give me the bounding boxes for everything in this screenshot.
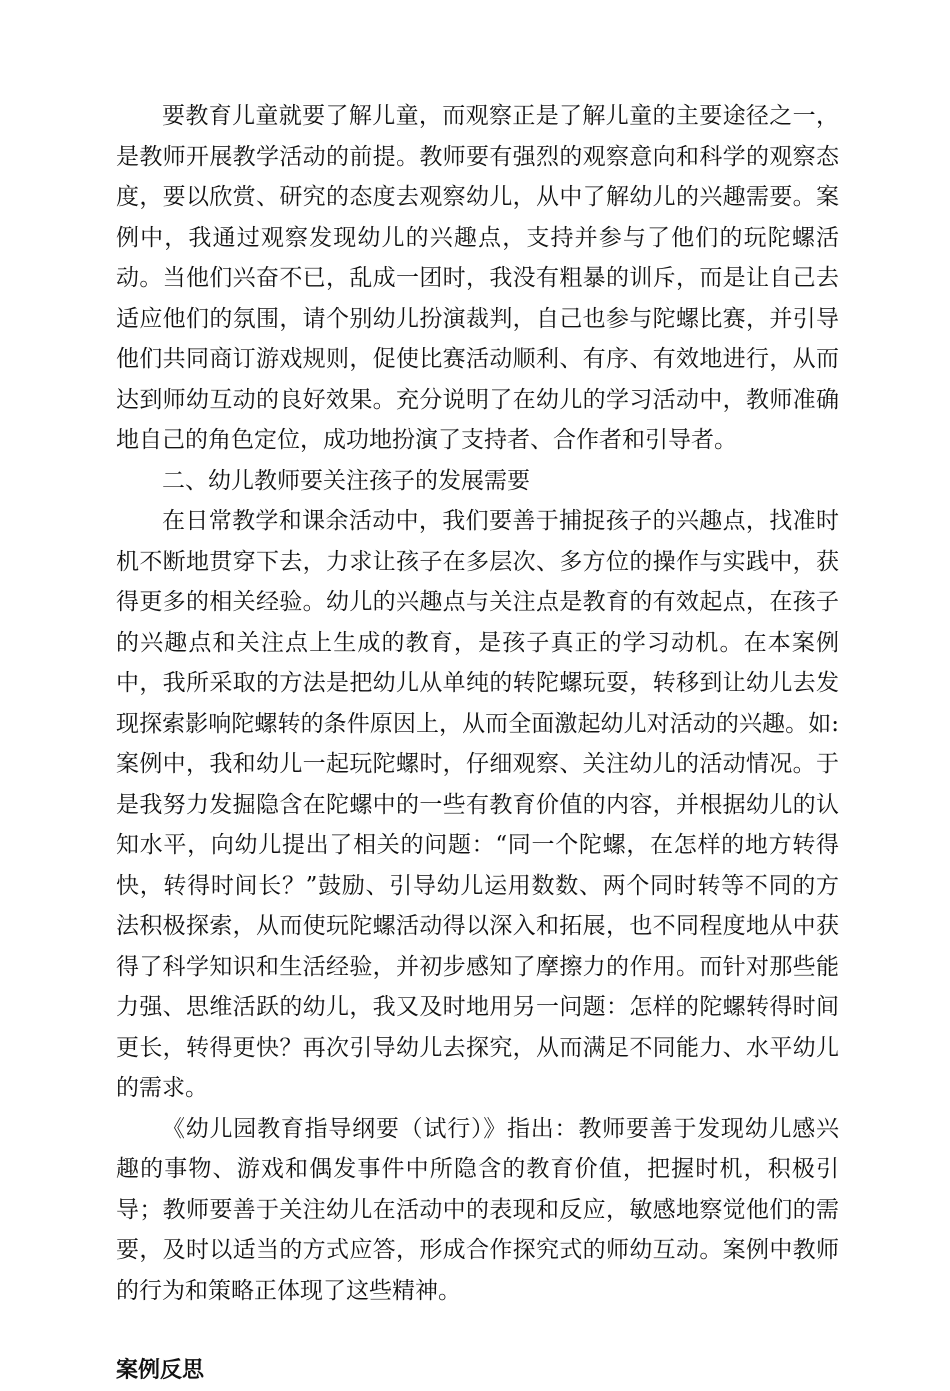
paragraph-guidelines: 《幼儿园教育指导纲要（试行）》指出：教师要善于发现幼儿感兴趣的事物、游戏和偶发事件中所隐含的教育价值，把握时机，积极引导；教师要善于关注幼儿在活动中的表现和反应，敏感地察觉他们的需要，及时以适当的方式应答，形成合作探究式的师幼互动。案例中教师的行为和策略正体现了这些精神。	[116, 1115, 839, 1304]
paragraph-observation: 要教育儿童就要了解儿童，而观察正是了解儿童的主要途径之一，是教师开展教学活动的前提。教师要有强烈的观察意向和科学的观察态度，要以欣赏、研究的态度去观察幼儿，从中了解幼儿的兴趣需要。案例中，我通过观察发现幼儿的兴趣点，支持并参与了他们的玩陀螺活动。当他们兴奋不已，乱成一团时，我没有粗暴的训斥，而是让自己去适应他们的氛围，请个别幼儿扮演裁判，自己也参与陀螺比赛，并引导他们共同商订游戏规则，促使比赛活动顺利、有序、有效地进行，从而达到师幼互动的良好效果。充分说明了在幼儿的学习活动中，教师准确地自己的角色定位，成功地扮演了支持者、合作者和引导者。	[116, 103, 839, 453]
document-body	[116, 96, 839, 1391]
subheading-development-needs: 二、幼儿教师要关注孩子的发展需要	[162, 467, 530, 494]
section-title-case-reflection: 案例反思	[116, 1358, 205, 1383]
paragraph-interest-points: 在日常教学和课余活动中，我们要善于捕捉孩子的兴趣点，找准时机不断地贯穿下去，力求让孩子在多层次、多方位的操作与实践中，获得更多的相关经验。幼儿的兴趣点与关注点是教育的有效起点，在孩子的兴趣点和关注点上生成的教育，是孩子真正的学习动机。在本案例中，我所采取的方法是把幼儿从单纯的转陀螺玩耍，转移到让幼儿去发现探索影响陀螺转的条件原因上，从而全面激起幼儿对活动的兴趣。如:案例中，我和幼儿一起玩陀螺时，仔细观察、关注幼儿的活动情况。于是我努力发掘隐含在陀螺中的一些有教育价值的内容，并根据幼儿的认知水平，向幼儿提出了相关的问题：“同一个陀螺，在怎样的地方转得快，转得时间长？”鼓励、引导幼儿运用数数、两个同时转等不同的方法积极探索，从而使玩陀螺活动得以深入和拓展，也不同程度地从中获得了科学知识和生活经验，并初步感知了摩擦力的作用。而针对那些能力强、思维活跃的幼儿，我又及时地用另一问题：怎样的陀螺转得时间更长，转得更快？再次引导幼儿去探究，从而满足不同能力、水平幼儿的需求。	[116, 508, 839, 1101]
